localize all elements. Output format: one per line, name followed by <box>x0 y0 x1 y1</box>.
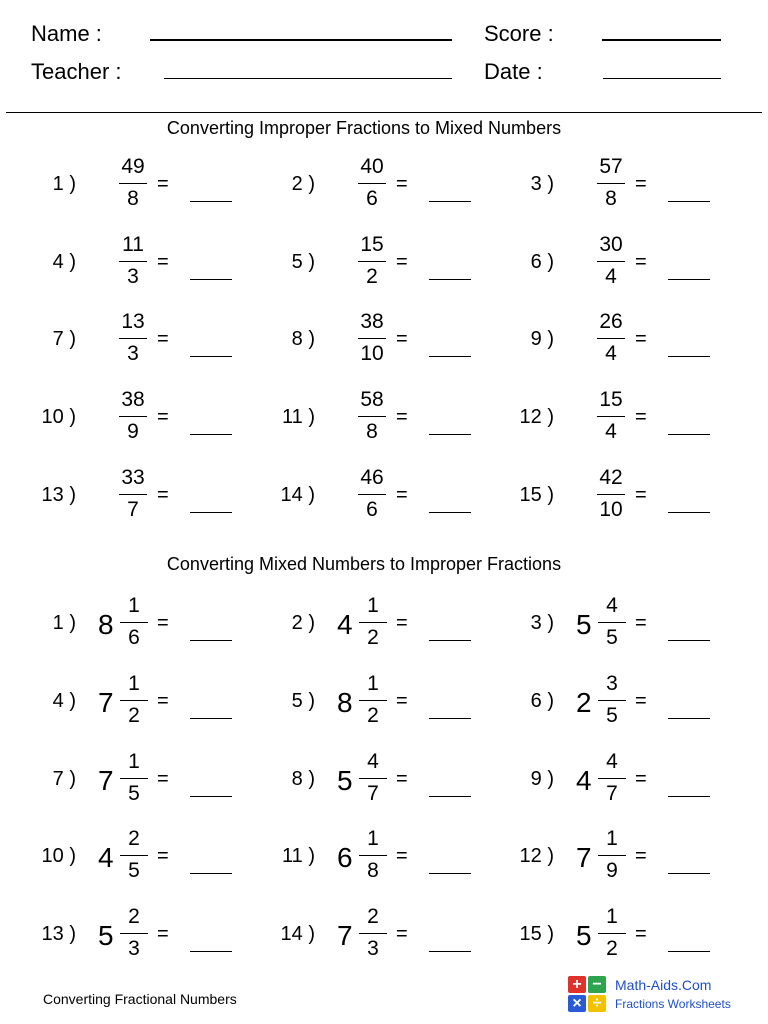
problem-number: 5 ) <box>291 251 315 273</box>
fraction-bar <box>597 494 625 495</box>
equals-sign: = <box>157 845 169 867</box>
fraction <box>355 750 391 808</box>
fraction-bar <box>120 855 148 856</box>
fraction <box>354 466 390 524</box>
equals-sign: = <box>157 923 169 945</box>
answer-blank[interactable] <box>668 279 710 280</box>
answer-blank[interactable] <box>190 796 232 797</box>
answer-blank[interactable] <box>429 512 471 513</box>
fraction <box>593 233 629 291</box>
equals-sign: = <box>635 690 647 712</box>
numerator: 2 <box>128 905 140 928</box>
problem-number-box <box>478 827 554 887</box>
answer-blank[interactable] <box>429 796 471 797</box>
problem-number-box <box>239 594 315 654</box>
answer-blank[interactable] <box>668 640 710 641</box>
numerator: 1 <box>128 672 140 695</box>
numerator: 26 <box>599 310 623 333</box>
fraction-bar <box>598 622 626 623</box>
problem-number: 9 ) <box>530 328 554 350</box>
problem-number-box <box>0 466 76 526</box>
fraction-bar <box>359 700 387 701</box>
problem-item <box>239 594 479 654</box>
problem-item <box>0 310 240 370</box>
fraction-bar <box>597 338 625 339</box>
answer-blank[interactable] <box>429 640 471 641</box>
denominator: 8 <box>367 859 379 882</box>
answer-blank[interactable] <box>429 201 471 202</box>
problem-number-box <box>478 310 554 370</box>
fraction-bar <box>597 416 625 417</box>
problem-number-box <box>0 827 76 887</box>
numerator: 1 <box>128 594 140 617</box>
numerator: 3 <box>606 672 618 695</box>
numerator: 1 <box>606 905 618 928</box>
problem-item <box>239 466 479 526</box>
equals-sign: = <box>635 328 647 350</box>
fraction-bar <box>598 778 626 779</box>
numerator: 1 <box>606 827 618 850</box>
denominator: 8 <box>605 187 617 210</box>
fraction-bar <box>359 933 387 934</box>
numerator: 38 <box>121 388 145 411</box>
problem-number-box <box>239 388 315 448</box>
problem-number-box <box>239 750 315 810</box>
equals-sign: = <box>157 768 169 790</box>
problem-item <box>0 672 240 732</box>
numerator: 4 <box>367 750 379 773</box>
fraction <box>593 388 629 446</box>
name-label: Name : <box>31 21 102 46</box>
problem-number-box <box>239 310 315 370</box>
denominator: 2 <box>128 704 140 727</box>
whole-number: 5 <box>337 765 353 796</box>
plus-icon: + <box>568 976 586 993</box>
equals-sign: = <box>635 923 647 945</box>
fraction <box>354 155 390 213</box>
answer-blank[interactable] <box>668 356 710 357</box>
fraction <box>115 155 151 213</box>
problem-item <box>0 827 240 887</box>
equals-sign: = <box>396 768 408 790</box>
equals-sign: = <box>396 173 408 195</box>
problem-number-box <box>0 905 76 965</box>
problem-number-box <box>0 750 76 810</box>
denominator: 9 <box>606 859 618 882</box>
whole-number: 8 <box>98 609 114 640</box>
problem-item <box>239 672 479 732</box>
equals-sign: = <box>635 768 647 790</box>
fraction-bar <box>119 183 147 184</box>
denominator: 3 <box>367 937 379 960</box>
equals-sign: = <box>157 173 169 195</box>
equals-sign: = <box>157 406 169 428</box>
problem-number-box <box>0 594 76 654</box>
denominator: 5 <box>606 626 618 649</box>
problem-number: 8 ) <box>291 328 315 350</box>
equals-sign: = <box>635 406 647 428</box>
numerator: 49 <box>121 155 145 178</box>
problem-item <box>478 233 718 293</box>
section-title-improper-to-mixed: Converting Improper Fractions to Mixed Numbers <box>166 118 562 138</box>
numerator: 30 <box>599 233 623 256</box>
equals-sign: = <box>157 484 169 506</box>
answer-blank[interactable] <box>668 873 710 874</box>
whole-number: 5 <box>98 920 114 951</box>
times-icon: × <box>568 995 586 1012</box>
footer-worksheet-title: Converting Fractional Numbers <box>43 991 237 1007</box>
problem-number: 9 ) <box>530 768 554 790</box>
problem-number-box <box>478 466 554 526</box>
denominator: 10 <box>599 498 623 521</box>
whole-number: 2 <box>576 687 592 718</box>
fraction-bar <box>358 261 386 262</box>
problem-item <box>0 750 240 810</box>
problem-item <box>478 388 718 448</box>
problem-item <box>239 388 479 448</box>
problem-number-box <box>239 905 315 965</box>
fraction-bar <box>120 700 148 701</box>
equals-sign: = <box>396 845 408 867</box>
denominator: 4 <box>605 420 617 443</box>
problem-number: 10 ) <box>41 845 76 867</box>
equals-sign: = <box>157 690 169 712</box>
minus-icon: − <box>588 976 606 993</box>
answer-blank[interactable] <box>190 951 232 952</box>
numerator: 15 <box>360 233 384 256</box>
problem-number-box <box>0 233 76 293</box>
fraction <box>593 155 629 213</box>
numerator: 4 <box>606 750 618 773</box>
answer-blank[interactable] <box>429 434 471 435</box>
fraction-bar <box>119 338 147 339</box>
problem-number: 2 ) <box>291 173 315 195</box>
denominator: 6 <box>128 626 140 649</box>
numerator: 42 <box>599 466 623 489</box>
denominator: 6 <box>366 498 378 521</box>
problem-item <box>478 466 718 526</box>
divide-icon: ÷ <box>588 995 606 1012</box>
answer-blank[interactable] <box>190 201 232 202</box>
fraction <box>594 672 630 730</box>
fraction-bar <box>358 183 386 184</box>
equals-sign: = <box>157 328 169 350</box>
denominator: 9 <box>127 420 139 443</box>
problem-item <box>0 155 240 215</box>
problem-item <box>239 155 479 215</box>
problem-item <box>0 233 240 293</box>
problem-item <box>478 594 718 654</box>
denominator: 5 <box>128 859 140 882</box>
problem-number: 11 ) <box>282 845 315 867</box>
fraction <box>355 594 391 652</box>
denominator: 8 <box>366 420 378 443</box>
answer-blank[interactable] <box>429 951 471 952</box>
fraction-bar <box>120 778 148 779</box>
whole-number: 7 <box>576 842 592 873</box>
answer-blank[interactable] <box>668 201 710 202</box>
fraction <box>354 310 390 368</box>
problem-item <box>478 750 718 810</box>
fraction <box>593 310 629 368</box>
problem-number: 6 ) <box>530 251 554 273</box>
problem-number: 7 ) <box>52 328 76 350</box>
answer-blank[interactable] <box>429 873 471 874</box>
denominator: 4 <box>605 265 617 288</box>
problem-number: 7 ) <box>52 768 76 790</box>
numerator: 38 <box>360 310 384 333</box>
whole-number: 7 <box>98 765 114 796</box>
problem-number-box <box>478 905 554 965</box>
fraction-bar <box>358 338 386 339</box>
numerator: 11 <box>122 233 144 256</box>
fraction <box>594 827 630 885</box>
whole-number: 5 <box>576 920 592 951</box>
equals-sign: = <box>396 406 408 428</box>
numerator: 13 <box>121 310 145 333</box>
numerator: 1 <box>128 750 140 773</box>
problem-number: 2 ) <box>291 612 315 634</box>
denominator: 5 <box>128 782 140 805</box>
problem-number-box <box>0 155 76 215</box>
whole-number: 4 <box>98 842 114 873</box>
denominator: 7 <box>127 498 139 521</box>
denominator: 2 <box>367 626 379 649</box>
problem-number-box <box>478 672 554 732</box>
problem-number: 3 ) <box>530 612 554 634</box>
problem-item <box>239 310 479 370</box>
brand-subtitle: Fractions Worksheets <box>615 997 731 1011</box>
problem-number: 15 ) <box>519 484 554 506</box>
score-label: Score : <box>484 21 554 46</box>
denominator: 3 <box>127 342 139 365</box>
answer-blank[interactable] <box>668 796 710 797</box>
problem-number: 10 ) <box>41 406 76 428</box>
numerator: 40 <box>360 155 384 178</box>
problem-number-box <box>239 155 315 215</box>
answer-blank[interactable] <box>190 640 232 641</box>
answer-blank[interactable] <box>190 718 232 719</box>
answer-blank[interactable] <box>429 718 471 719</box>
answer-blank[interactable] <box>668 951 710 952</box>
fraction-bar <box>119 261 147 262</box>
problem-item <box>478 310 718 370</box>
equals-sign: = <box>635 251 647 273</box>
answer-blank[interactable] <box>668 718 710 719</box>
answer-blank[interactable] <box>190 356 232 357</box>
problem-item <box>478 672 718 732</box>
equals-sign: = <box>396 484 408 506</box>
equals-sign: = <box>635 845 647 867</box>
fraction <box>355 827 391 885</box>
fraction <box>594 594 630 652</box>
denominator: 2 <box>367 704 379 727</box>
answer-blank[interactable] <box>429 356 471 357</box>
fraction-bar <box>598 700 626 701</box>
fraction-bar <box>359 778 387 779</box>
denominator: 2 <box>606 937 618 960</box>
fraction <box>593 466 629 524</box>
problem-number: 1 ) <box>52 612 76 634</box>
numerator: 1 <box>367 827 379 850</box>
problem-number: 13 ) <box>41 923 76 945</box>
numerator: 46 <box>360 466 384 489</box>
problem-item <box>478 827 718 887</box>
equals-sign: = <box>396 923 408 945</box>
fraction-bar <box>597 183 625 184</box>
fraction-bar <box>597 261 625 262</box>
problem-item <box>478 155 718 215</box>
whole-number: 5 <box>576 609 592 640</box>
equals-sign: = <box>396 251 408 273</box>
problem-number: 4 ) <box>52 251 76 273</box>
fraction-bar <box>119 494 147 495</box>
problem-number: 1 ) <box>52 173 76 195</box>
problem-number: 12 ) <box>519 406 554 428</box>
fraction <box>355 672 391 730</box>
fraction <box>115 310 151 368</box>
denominator: 8 <box>127 187 139 210</box>
fraction <box>594 750 630 808</box>
answer-blank[interactable] <box>190 434 232 435</box>
problem-item <box>239 750 479 810</box>
fraction <box>116 827 152 885</box>
equals-sign: = <box>635 173 647 195</box>
answer-blank[interactable] <box>190 279 232 280</box>
problem-number-box <box>239 233 315 293</box>
answer-blank[interactable] <box>190 512 232 513</box>
equals-sign: = <box>157 251 169 273</box>
problem-number: 3 ) <box>530 173 554 195</box>
problem-number-box <box>478 594 554 654</box>
equals-sign: = <box>396 690 408 712</box>
numerator: 33 <box>121 466 145 489</box>
numerator: 2 <box>367 905 379 928</box>
fraction-bar <box>598 855 626 856</box>
whole-number: 4 <box>337 609 353 640</box>
date-label: Date : <box>484 59 543 84</box>
problem-number: 5 ) <box>291 690 315 712</box>
fraction-bar <box>358 494 386 495</box>
problem-number-box <box>478 233 554 293</box>
fraction-bar <box>120 933 148 934</box>
equals-sign: = <box>157 612 169 634</box>
denominator: 2 <box>366 265 378 288</box>
problem-number-box <box>0 672 76 732</box>
equals-sign: = <box>635 484 647 506</box>
fraction <box>354 388 390 446</box>
problem-item <box>0 594 240 654</box>
denominator: 7 <box>367 782 379 805</box>
problem-number-box <box>478 388 554 448</box>
denominator: 10 <box>360 342 384 365</box>
fraction <box>115 466 151 524</box>
problem-number: 14 ) <box>280 484 315 506</box>
equals-sign: = <box>396 612 408 634</box>
math-aids-logo-icon <box>568 976 608 1014</box>
fraction-bar <box>598 933 626 934</box>
problem-item <box>0 905 240 965</box>
fraction <box>115 233 151 291</box>
brand-name[interactable]: Math-Aids.Com <box>615 977 712 993</box>
equals-sign: = <box>396 328 408 350</box>
problem-item <box>0 466 240 526</box>
denominator: 6 <box>366 187 378 210</box>
whole-number: 7 <box>337 920 353 951</box>
denominator: 4 <box>605 342 617 365</box>
numerator: 58 <box>360 388 384 411</box>
fraction <box>116 672 152 730</box>
fraction-bar <box>359 855 387 856</box>
numerator: 2 <box>128 827 140 850</box>
fraction <box>594 905 630 963</box>
problem-item <box>239 233 479 293</box>
problem-number: 13 ) <box>41 484 76 506</box>
answer-blank[interactable] <box>190 873 232 874</box>
denominator: 3 <box>128 937 140 960</box>
problem-number-box <box>0 310 76 370</box>
problem-number-box <box>239 466 315 526</box>
numerator: 57 <box>599 155 623 178</box>
problem-number: 6 ) <box>530 690 554 712</box>
problem-item <box>0 388 240 448</box>
denominator: 7 <box>606 782 618 805</box>
problem-number-box <box>478 750 554 810</box>
denominator: 3 <box>127 265 139 288</box>
fraction-bar <box>359 622 387 623</box>
problem-item <box>239 827 479 887</box>
answer-blank[interactable] <box>668 512 710 513</box>
section-title-mixed-to-improper: Converting Mixed Numbers to Improper Fractions <box>166 554 562 574</box>
problem-item <box>478 905 718 965</box>
problem-number: 14 ) <box>280 923 315 945</box>
fraction <box>115 388 151 446</box>
denominator: 5 <box>606 704 618 727</box>
fraction <box>355 905 391 963</box>
numerator: 1 <box>367 594 379 617</box>
problem-number: 4 ) <box>52 690 76 712</box>
whole-number: 7 <box>98 687 114 718</box>
whole-number: 4 <box>576 765 592 796</box>
answer-blank[interactable] <box>668 434 710 435</box>
fraction-bar <box>120 622 148 623</box>
whole-number: 8 <box>337 687 353 718</box>
numerator: 4 <box>606 594 618 617</box>
teacher-label: Teacher : <box>31 59 122 84</box>
whole-number: 6 <box>337 842 353 873</box>
problem-item <box>239 905 479 965</box>
problem-number: 15 ) <box>519 923 554 945</box>
fraction <box>354 233 390 291</box>
fraction-bar <box>358 416 386 417</box>
problem-number-box <box>0 388 76 448</box>
problem-number: 8 ) <box>291 768 315 790</box>
problem-number: 12 ) <box>519 845 554 867</box>
problem-number: 11 ) <box>282 406 315 428</box>
problem-number-box <box>478 155 554 215</box>
equals-sign: = <box>635 612 647 634</box>
fraction <box>116 905 152 963</box>
numerator: 1 <box>367 672 379 695</box>
problem-number-box <box>239 672 315 732</box>
problem-number-box <box>239 827 315 887</box>
fraction <box>116 750 152 808</box>
fraction <box>116 594 152 652</box>
fraction-bar <box>119 416 147 417</box>
numerator: 15 <box>599 388 623 411</box>
answer-blank[interactable] <box>429 279 471 280</box>
